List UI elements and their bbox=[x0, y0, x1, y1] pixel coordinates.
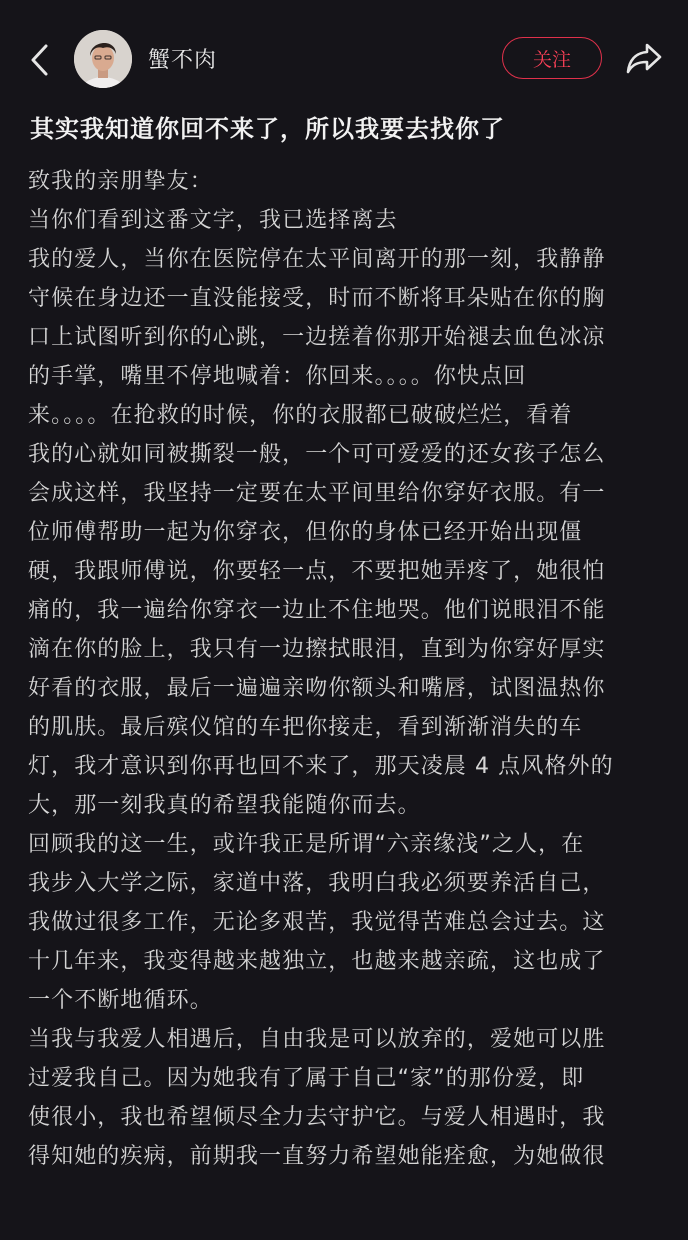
post-text-line: 回顾我的这一生，或许我正是所谓“六亲缘浅”之人，在 bbox=[28, 832, 585, 857]
back-button[interactable] bbox=[18, 38, 62, 82]
share-button[interactable] bbox=[620, 36, 668, 80]
post-title: 其实我知道你回不来了，所以我要去找你了 bbox=[30, 115, 505, 143]
post-text-line: 滴在你的脸上，我只有一边擦拭眼泪，直到为你穿好厚实 bbox=[28, 637, 606, 662]
post-text-line: 会成这样，我坚持一定要在太平间里给你穿好衣服。有一 bbox=[28, 481, 606, 506]
post-text-line: 当我与我爱人相遇后，自由我是可以放弃的，爱她可以胜 bbox=[28, 1027, 606, 1052]
post-text-line: 当你们看到这番文字，我已选择离去 bbox=[28, 208, 398, 233]
post-text-line: 十几年来，我变得越来越独立，也越来越亲疏，这也成了 bbox=[28, 949, 606, 974]
post-text-line: 来。。。。在抢救的时候，你的衣服都已破破烂烂，看着 bbox=[28, 403, 573, 428]
follow-button[interactable]: 关注 bbox=[502, 37, 602, 79]
post-text-line: 我的心就如同被撕裂一般，一个可可爱爱的还女孩子怎么 bbox=[28, 442, 606, 467]
post-text-line: 致我的亲朋挚友： bbox=[28, 169, 213, 194]
author-name[interactable]: 蟹不肉 bbox=[148, 48, 218, 73]
share-arrow-icon bbox=[625, 41, 663, 75]
post-text-line: 口上试图听到你的心跳，一边搓着你那开始褪去血色冰凉 bbox=[28, 325, 606, 350]
avatar-photo bbox=[74, 30, 132, 88]
post-text-line: 过爱我自己。因为她我有了属于自己“家”的那份爱，即 bbox=[28, 1066, 585, 1091]
post-text-line: 痛的，我一遍给你穿衣一边止不住地哭。他们说眼泪不能 bbox=[28, 598, 606, 623]
post-text-line: 守候在身边还一直没能接受，时而不断将耳朵贴在你的胸 bbox=[28, 286, 606, 311]
post-text-line: 我做过很多工作，无论多艰苦，我觉得苦难总会过去。这 bbox=[28, 910, 606, 935]
post-text-line: 一个不断地循环。 bbox=[28, 988, 213, 1013]
post-text-line: 灯，我才意识到你再也回不来了，那天凌晨 4 点风格外的 bbox=[28, 754, 614, 779]
post-text-line: 我的爱人，当你在医院停在太平间离开的那一刻，我静静 bbox=[28, 247, 606, 272]
post-text-line: 我步入大学之际，家道中落，我明白我必须要养活自己， bbox=[28, 871, 606, 896]
post-text-line: 的手掌，嘴里不停地喊着：你回来。。。。你快点回 bbox=[28, 364, 527, 389]
post-text-line: 位师傅帮助一起为你穿衣，但你的身体已经开始出现僵 bbox=[28, 520, 583, 545]
top-bar bbox=[0, 0, 688, 118]
post-text-line: 使很小，我也希望倾尽全力去守护它。与爱人相遇时，我 bbox=[28, 1105, 606, 1130]
chevron-left-icon bbox=[28, 42, 52, 78]
post-text-line: 大，那一刻我真的希望我能随你而去。 bbox=[28, 793, 421, 818]
post-text-line: 的肌肤。最后殡仪馆的车把你接走，看到渐渐消失的车 bbox=[28, 715, 583, 740]
post-text-line: 得知她的疾病，前期我一直努力希望她能痊愈，为她做很 bbox=[28, 1144, 606, 1169]
post-body bbox=[28, 162, 668, 1176]
post-text-line: 好看的衣服，最后一遍遍亲吻你额头和嘴唇，试图温热你 bbox=[28, 676, 606, 701]
post-text-line: 硬，我跟师傅说，你要轻一点，不要把她弄疼了，她很怕 bbox=[28, 559, 606, 584]
author-avatar[interactable] bbox=[74, 30, 132, 88]
